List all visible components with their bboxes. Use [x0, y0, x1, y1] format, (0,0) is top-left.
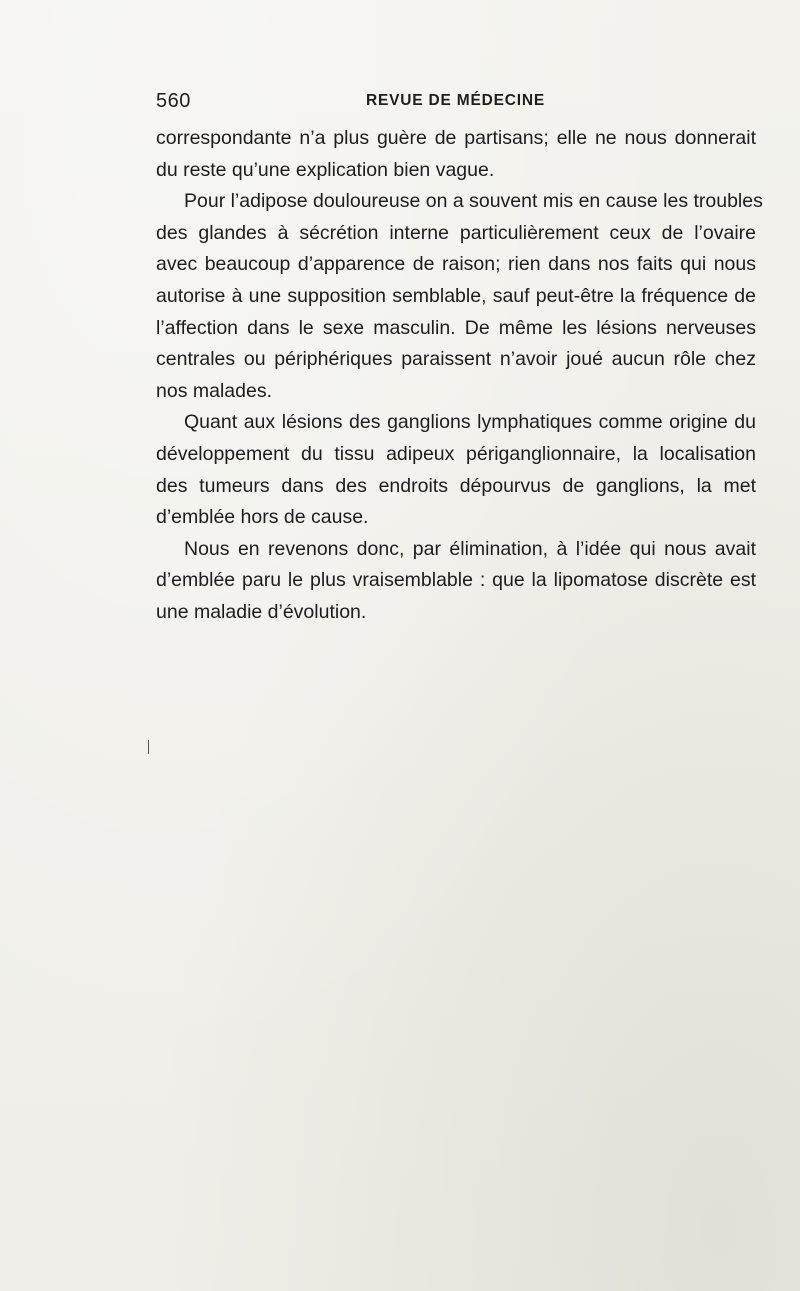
page-number: 560 [156, 90, 191, 112]
text-line: Pour l’adipose douloureuse on a souvent mis en cause les troubles [184, 190, 763, 213]
body-text [156, 123, 763, 629]
text-line: des tumeurs dans des endroits dépourvus de ganglions, la met [156, 474, 756, 497]
text-line: développement du tissu adipeux périganglionnaire, la localisation [156, 442, 756, 465]
text-line: une maladie d’évolution. [156, 600, 367, 623]
text-line: du reste qu’une explication bien vague. [156, 158, 495, 181]
text-line: des glandes à sécrétion interne particulièrement ceux de l’ovaire [156, 221, 756, 244]
text-line: correspondante n’a plus guère de partisans; elle ne nous donnerait [156, 127, 756, 149]
running-header [156, 90, 746, 116]
text-line: avec beaucoup d’apparence de raison; rien dans nos faits qui nous [156, 253, 756, 276]
journal-title: REVUE DE MÉDECINE [366, 92, 545, 109]
text-line: centrales ou périphériques paraissent n’avoir joué aucun rôle chez [156, 348, 756, 371]
text-line: d’emblée hors de cause. [156, 506, 369, 529]
margin-mark [148, 740, 149, 754]
text-line: Quant aux lésions des ganglions lymphatiques comme origine du [184, 411, 756, 434]
text-line: autorise à une supposition semblable, sauf peut-être la fréquence de [156, 284, 756, 307]
text-line: l’affection dans le sexe masculin. De même les lésions nerveuses [156, 316, 756, 339]
text-line: Nous en revenons donc, par élimination, à l’idée qui nous avait [184, 537, 756, 560]
text-line: d’emblée paru le plus vraisemblable : que la lipomatose discrète est [156, 569, 756, 592]
text-line: nos malades. [156, 379, 272, 402]
